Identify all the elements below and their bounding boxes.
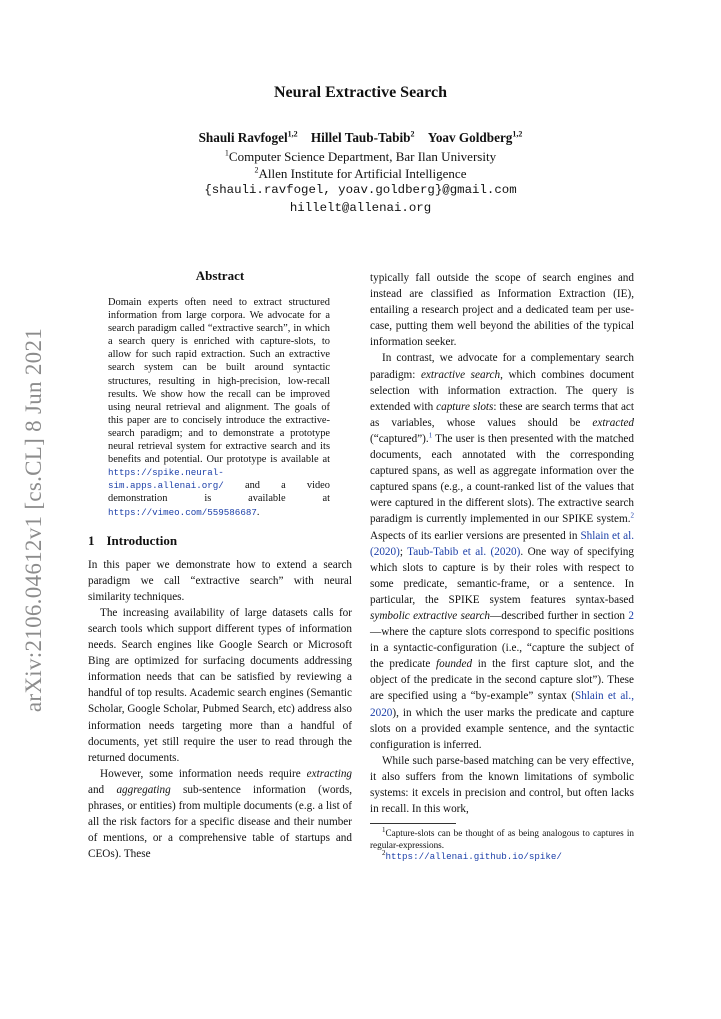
right-column <box>370 270 634 862</box>
citation-link[interactable]: Taub-Tabib et al. (2020) <box>407 545 521 558</box>
abstract-text: Domain experts often need to extract structured information from large corpora. We advocate for a search paradigm called “extractive search”, in which a search query is enriched with capture-slots, to allow for such rapid extraction. Such an extractive search system can be built around syntactic structures, resulting in high-precision, low-recall results. We show how the recall can be improved using neural retrieval and alignment. The goals of this paper are to concisely introduce the extractive-search paradigm; and to demonstrate a prototype neural retrieval system for extractive search and its benefits and potential. Our prototype is available at https://spike.neural-sim.apps.allenai.org/ and a video demonstration is available at https://vimeo.com/559586687. <box>108 297 330 518</box>
affiliation: $^1$Computer Science Department, Bar Ilan University <box>224 148 497 164</box>
paper-title: Neural Extractive Search <box>274 84 447 101</box>
author-list <box>0 130 721 146</box>
author: Shauli Ravfogel$^{1,2}$ <box>198 129 298 145</box>
footnote: $^2$https://allenai.github.io/spike/ <box>382 848 562 862</box>
author-email: {shauli.ravfogel, yoav.goldberg}@gmail.com <box>204 183 517 197</box>
footnote-ref[interactable]: 1 <box>428 431 433 440</box>
paragraph: While such parse-based matching can be very effective, it also suffers from the known limitations of symbolic systems: it excels in precision and control, but often lacks in recall. In this work, <box>370 754 634 816</box>
paragraph: In contrast, we advocate for a complementary search paradigm: extractive search, which combines document selection with information extraction. The query is extended with capture slots: these are search terms that act as variables, whose values should be extracted (“captured”).$^1$ The user is then presented with the matched documents, each annotated with the corresponding captured spans, as well as aggregate information over the captured spans (e.g., a count-ranked list of the values that were captured in the different slots). The extractive search paradigm is currently implemented in our SPIKE system.$^2$ Aspects of its earlier versions are presented in Shlain et al. (2020); Taub-Tabib et al. (2020). One way of specifying which slots to capture is by their roles with respect to some predicate, semantic-frame, or a sentence. In particular, the SPIKE system features syntax-based symbolic extractive search—described further in section 2—where the capture slots correspond to specific positions in a syntactic-configuration (i.e., “capture the subject of the predicate founded in the first capture slot, and the object of the predicate in the second capture slot”). These are specified using a “by-example” syntax (Shlain et al., 2020), in which the user marks the predicate and capture slots on a provided example sentence, and the syntactic configuration is inferred. <box>370 352 635 751</box>
affiliation: $^2$Allen Institute for Artificial Intelligence <box>254 165 467 181</box>
author-email: hillelt@allenai.org <box>289 201 432 215</box>
prototype-link[interactable]: https://spike.neural-sim.apps.allenai.org/ <box>108 467 224 492</box>
footnote-ref[interactable]: 2 <box>630 511 634 520</box>
paragraph: typically fall outside the scope of search engines and instead are classified as Information Extraction (IE), entailing a research project and a dedicated team per use-case, putting them well beyond the abilities of the typical information seeker. <box>370 272 634 349</box>
video-link[interactable]: https://vimeo.com/559586687 <box>108 506 257 518</box>
arxiv-sidebar <box>14 327 54 713</box>
citation-link[interactable]: Shlain et al., 2020 <box>370 690 635 719</box>
paragraph: The increasing availability of large datasets calls for search tools which support different types of information needs. Search engines like Google Search or Microsoft Bing are optimized for surfacing documents addressing information needs that can be satisfied by reviewing a handful of top results. Academic search engines (Semantic Scholar, Google Scholar, Pubmed Search, etc) address also information needs targeting more than a handful of documents, yet still require the user to read through the returned documents. <box>88 606 352 764</box>
section-heading: 1 Introduction <box>88 532 178 548</box>
left-column <box>88 268 352 862</box>
citation-link[interactable]: Shlain et al. (2020) <box>370 529 635 558</box>
paragraph: However, some information needs require extracting and aggregating sub-sentence information (words, phrases, or entities) from multiple documents (e.g. a list of all the risk factors for a specific disease and their number of mentions, or a comprehensive table of startups and CEOs). These <box>88 767 353 861</box>
author: Yoav Goldberg$^{1,2}$ <box>427 129 523 145</box>
spike-link[interactable]: https://allenai.github.io/spike/ <box>385 851 562 862</box>
section-ref-link[interactable]: 2 <box>628 609 634 622</box>
author: Hillel Taub-Tabib$^2$ <box>310 129 415 145</box>
abstract-heading: Abstract <box>195 268 245 283</box>
footnote: $^1$Capture-slots can be thought of as being analogous to captures in regular-expressions. <box>370 826 634 850</box>
paragraph: In this paper we demonstrate how to extend a search paradigm we call “extractive search” with neural similarity techniques. <box>88 558 352 603</box>
footnote-divider <box>370 823 456 824</box>
arxiv-identifier: arXiv:2106.04612v1 [cs.CL] 8 Jun 2021 <box>21 327 46 713</box>
